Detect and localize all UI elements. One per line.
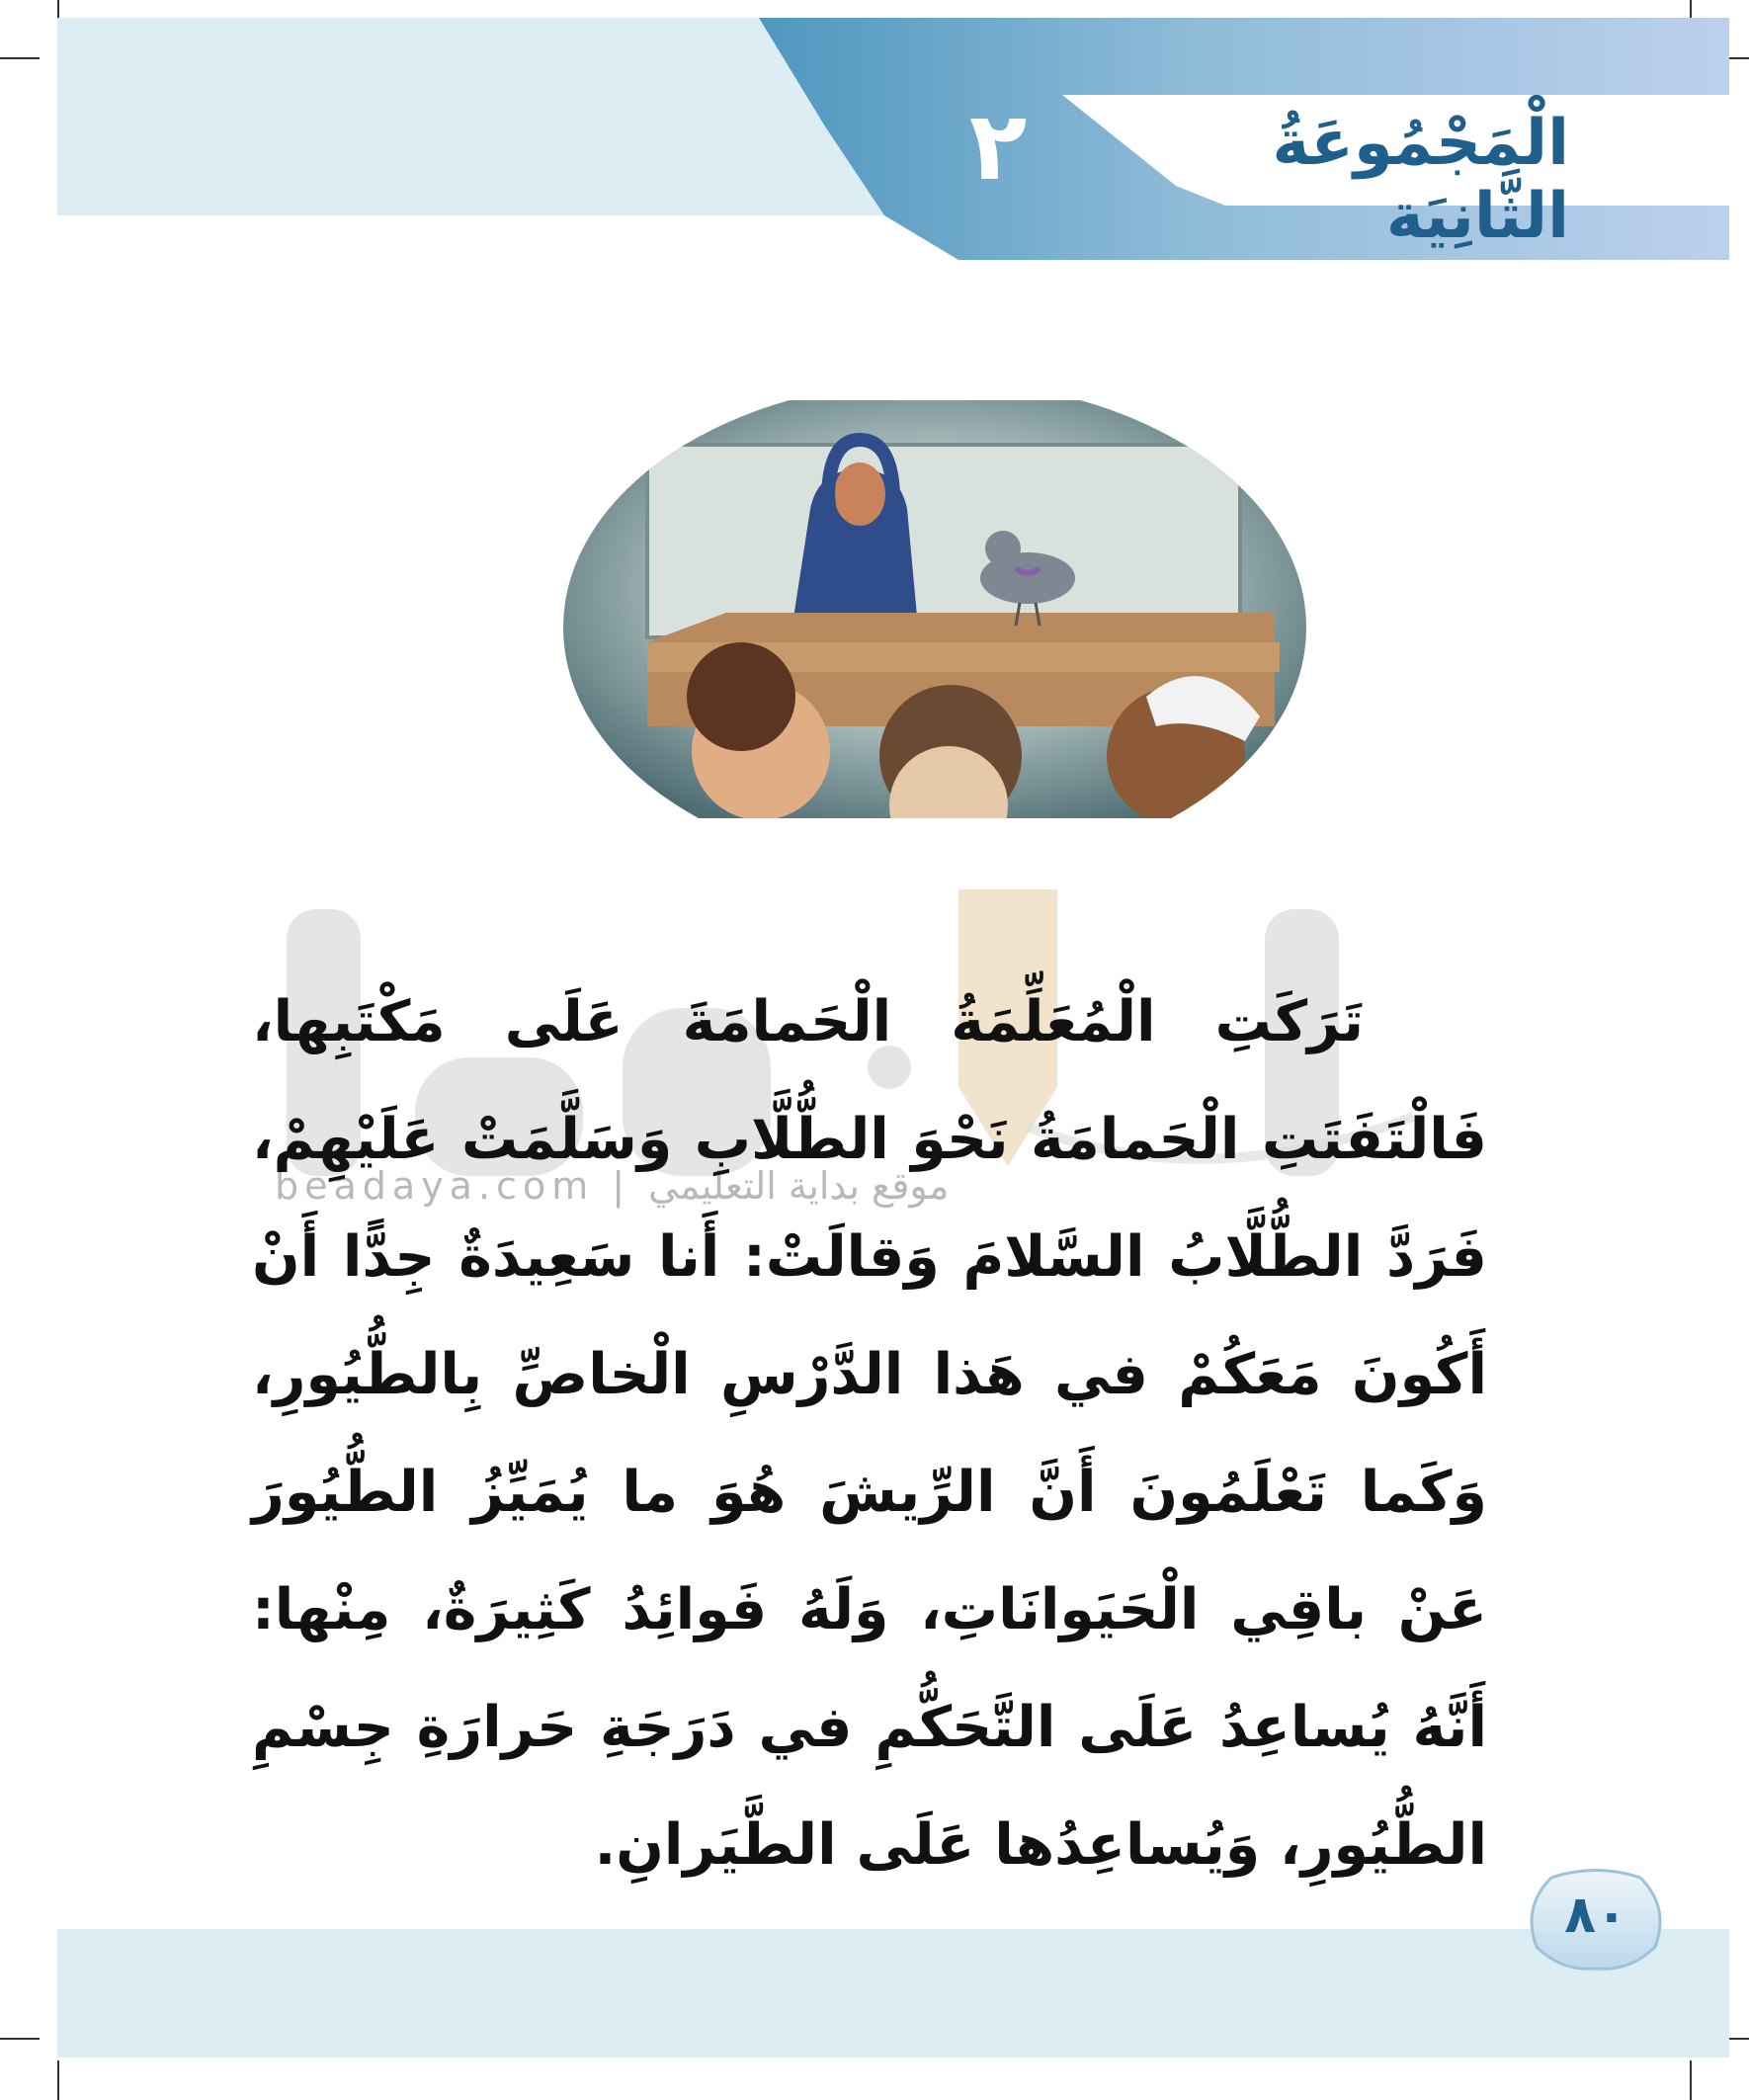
page-number: ٨٠ — [1564, 1886, 1627, 1945]
crop-mark — [0, 57, 40, 59]
story-paragraph: تَرَكَتِ الْمُعَلِّمَةُ الْحَمامَةَ عَلَى مَكْتَبِها، فَالْتَفَتَتِ الْحَمامَةُ نَحْوَ الطُّلَّابِ وَسَلَّمَتْ عَلَيْهِمْ، فَرَدَّ الطُّلَّابُ السَّلامَ وَقالَتْ: أَنا سَعِيدَةٌ جِدًّا أَنْ أَكُونَ مَعَكُمْ في هَذا الدَّرْسِ الْخاصِّ بِالطُّيُورِ، وَكَما تَعْلَمُونَ أَنَّ الرِّيشَ هُوَ ما يُمَيِّزُ الطُّيُورَ عَنْ باقِي الْحَيَوانَاتِ، وَلَهُ فَوائِدُ كَثِيرَةٌ، مِنْها: أَنَّهُ يُساعِدُ عَلَى التَّحَكُّمِ في دَرَجَةِ حَرارَةِ جِسْمِ الطُّيُورِ، وَيُساعِدُها عَلَى الطَّيَرانِ. — [252, 989, 1487, 1878]
group-number: ٢ — [968, 91, 1028, 202]
group-title: الْمَجْمُوعَةُ الثَّانِيَة — [1272, 107, 1569, 253]
crop-mark — [57, 2060, 59, 2100]
watermark-site: beadaya.com | موقع بداية التعليمي — [275, 1164, 950, 1208]
crop-mark — [0, 2038, 40, 2040]
footer-band — [57, 1929, 1729, 2058]
classroom-illustration — [563, 400, 1306, 818]
crop-mark — [1690, 2060, 1692, 2100]
